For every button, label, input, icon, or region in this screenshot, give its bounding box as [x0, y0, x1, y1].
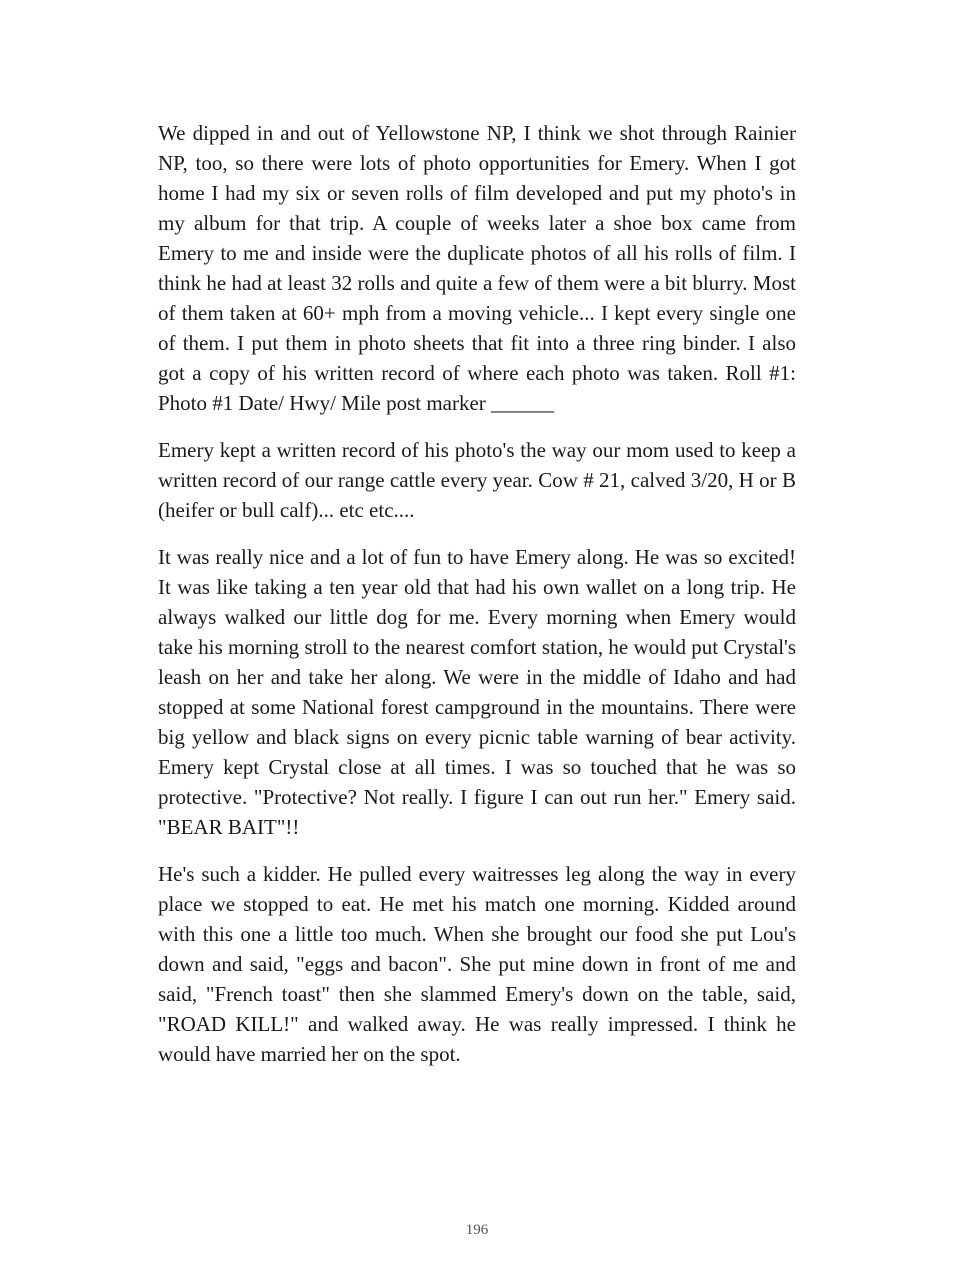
paragraph-3: It was really nice and a lot of fun to have Emery along. He was so excited! It was like taking a ten year old that had his own wallet on a long trip. He always walked our little dog for me. Every morning when Emery would take his morning stroll to the nearest comfort station, he would put Crystal's leash on her and take her along. We were in the middle of Idaho and had stopped at some National forest campground in the mountains. There were big yellow and black signs on every picnic table warning of bear activity. Emery kept Crystal close at all times. I was so touched that he was so protective. "Protective? Not really. I figure I can out run her." Emery said. "BEAR BAIT"!!: [158, 545, 796, 839]
paragraph-1: We dipped in and out of Yellowstone NP, I think we shot through Rainier NP, too, so there were lots of photo opportunities for Emery. When I got home I had my six or seven rolls of film developed and put my photo's in my album for that trip. A couple of weeks later a shoe box came from Emery to me and inside were the duplicate photos of all his rolls of film. I think he had at least 32 rolls and quite a few of them were a bit blurry. Most of them taken at 60+ mph from a moving vehicle... I kept every single one of them. I put them in photo sheets that fit into a three ring binder. I also got a copy of his written record of where each photo was taken. Roll #1: Photo #1 Date/ Hwy/ Mile post marker ______: [158, 121, 796, 415]
paragraph-2: Emery kept a written record of his photo's the way our mom used to keep a written record of our range cattle every year. Cow # 21, calved 3/20, H or B (heifer or bull calf)... etc etc....: [158, 438, 796, 522]
paragraph-4: He's such a kidder. He pulled every waitresses leg along the way in every place we stopped to eat. He met his match one morning. Kidded around with this one a little too much. When she brought our food she put Lou's down and said, "eggs and bacon". She put mine down in front of me and said, "French toast" then she slammed Emery's down on the table, said, "ROAD KILL!" and walked away. He was really impressed. I think he would have married her on the spot.: [158, 862, 796, 1066]
body-text: [158, 118, 796, 1086]
page-number: 196: [465, 1222, 489, 1238]
